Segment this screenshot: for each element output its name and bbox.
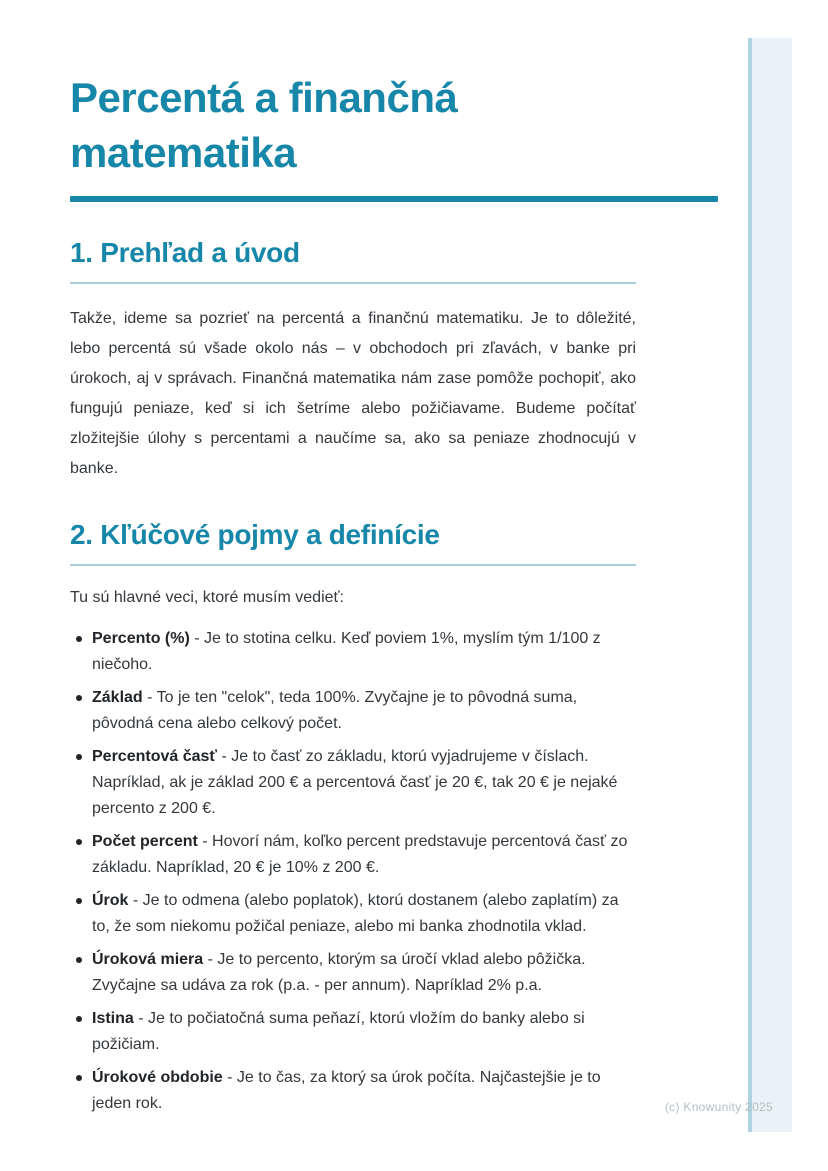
- term-item: [70, 744, 636, 822]
- term-item: [70, 626, 636, 678]
- term-definition: - Je to odmena (alebo poplatok), ktorú dostanem (alebo zaplatím) za to, že som niekomu požičal peniaze, alebo mi banka zhodnotila vklad.: [92, 892, 619, 935]
- term-label: Percento (%): [92, 630, 190, 647]
- section-2-heading: 2. Kľúčové pojmy a definície: [70, 518, 636, 566]
- section-overview: [70, 236, 636, 484]
- term-label: Úroková miera: [92, 951, 204, 968]
- document-content: [70, 70, 718, 1124]
- term-definition: - Je to stotina celku. Keď poviem 1%, myslím tým 1/100 z niečoho.: [92, 630, 601, 673]
- section-1-paragraph: Takže, ideme sa pozrieť na percentá a finančnú matematiku. Je to dôležité, lebo percentá sú všade okolo nás – v obchodoch pri zľavách, v banke pri úrokoch, aj v správach. Finančná matematika nám zase pomôže pochopiť, ako fungujú peniaze, keď si ich šetríme alebo požičiavame. Budeme počítať zložitejšie úlohy s percentami a naučíme sa, ako sa peniaze zhodnocujú v banke.: [70, 310, 636, 477]
- term-label: Percentová časť: [92, 748, 218, 765]
- term-label: Základ: [92, 689, 143, 706]
- term-item: [70, 888, 636, 940]
- page-title: Percentá a finančná matematika: [70, 74, 458, 176]
- term-definition: - Je to percento, ktorým sa úročí vklad alebo pôžička. Zvyčajne sa udáva za rok (p.a. - per annum). Napríklad 2% p.a.: [92, 951, 586, 994]
- term-definition: - Je to čas, za ktorý sa úrok počíta. Najčastejšie je to jeden rok.: [92, 1069, 601, 1112]
- section-key-terms: [70, 518, 636, 1117]
- document-body: [70, 236, 636, 1117]
- term-item: [70, 685, 636, 737]
- term-item: [70, 947, 636, 999]
- term-item: [70, 829, 636, 881]
- term-label: Istina: [92, 1010, 134, 1027]
- right-margin-stripe: [748, 38, 792, 1132]
- term-item: [70, 1006, 636, 1058]
- section-1-heading: 1. Prehľad a úvod: [70, 236, 636, 284]
- term-definition: - Hovorí nám, koľko percent predstavuje percentová časť zo základu. Napríklad, 20 € je 10% z 200 €.: [92, 833, 628, 876]
- term-item: [70, 1065, 636, 1117]
- copyright-notice: (c) Knowunity 2025: [664, 1100, 773, 1114]
- term-label: Počet percent: [92, 833, 198, 850]
- terms-intro: Tu sú hlavné veci, ktoré musím vedieť:: [70, 589, 344, 606]
- title-divider: [70, 196, 718, 202]
- terms-list: [70, 626, 636, 1117]
- term-definition: - Je to časť zo základu, ktorú vyjadrujeme v číslach. Napríklad, ak je základ 200 € a percentová časť je 20 €, tak 20 € je nejaké percento z 200 €.: [92, 748, 618, 817]
- term-definition: - To je ten "celok", teda 100%. Zvyčajne je to pôvodná suma, pôvodná cena alebo celkový počet.: [92, 689, 578, 732]
- term-label: Úrok: [92, 892, 129, 909]
- term-label: Úrokové obdobie: [92, 1069, 223, 1086]
- term-definition: - Je to počiatočná suma peňazí, ktorú vložím do banky alebo si požičiam.: [92, 1010, 585, 1053]
